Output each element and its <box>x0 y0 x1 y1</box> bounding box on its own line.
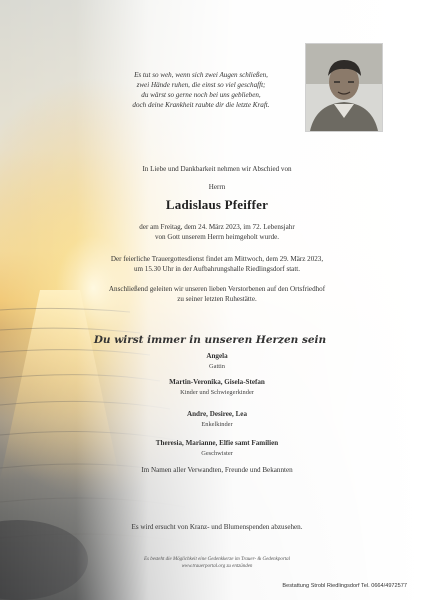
family-group-children <box>82 378 352 397</box>
death-notice <box>82 223 352 242</box>
family-role: Gattin <box>209 362 225 370</box>
family-names: Theresia, Marianne, Elfie samt Familien <box>155 439 279 447</box>
memorial-poem <box>92 70 310 110</box>
service-line: um 15.30 Uhr in der Aufbahrungshalle Riedlingsdorf statt. <box>133 264 301 273</box>
portal-note-line: Es besteht die Möglichkeit eine Gedenkkerze im Trauer- & Gedenkportal <box>143 557 291 562</box>
funeral-home-contact: Bestattung Strobl Riedlingsdorf Tel. 0664/4972577 <box>282 583 407 589</box>
poem-line: Es tut so weh, wenn sich zwei Augen schließen, <box>134 71 268 79</box>
poem-line: zwei Hände ruhen, die einst so viel geschafft; <box>136 81 266 89</box>
deceased-name: Ladislaus Pfeiffer <box>165 197 269 212</box>
service-line: Der feierliche Trauergottesdienst findet am Mittwoch, dem 29. März 2023, <box>110 255 324 263</box>
family-role: Geschwister <box>201 449 233 457</box>
relatives-line: Im Namen aller Verwandten, Freunde und Bekannten <box>141 466 293 474</box>
family-names: Andre, Desiree, Lea <box>186 410 248 418</box>
script-dedication: Du wirst immer in unseren Herzen sein <box>93 334 327 346</box>
family-role: Kinder und Schwiegerkinder <box>180 388 254 396</box>
family-group-siblings <box>82 439 352 458</box>
honorific: Herrn <box>208 183 226 191</box>
burial-notice <box>82 285 352 304</box>
poem-line: doch deine Krankheit raubte dir die letzte Kraft. <box>132 101 270 109</box>
service-notice <box>82 255 352 274</box>
burial-line: Anschließend geleiten wir unseren lieben Verstorbenen auf den Ortsfriedhof <box>108 285 326 293</box>
donation-note: Es wird ersucht von Kranz- und Blumenspenden abzusehen. <box>131 523 303 531</box>
portrait-photo <box>305 43 383 132</box>
family-role: Enkelkinder <box>201 420 233 428</box>
burial-line: zu seiner letzten Ruhestätte. <box>177 294 257 303</box>
intro-text: In Liebe und Dankbarkeit nehmen wir Abschied von <box>142 165 292 173</box>
family-names: Angela <box>206 352 228 360</box>
family-group-grandchildren <box>82 410 352 429</box>
death-line: von Gott unserem Herrn heimgeholt wurde. <box>154 232 280 241</box>
poem-line: du wärst so gerne noch bei uns geblieben, <box>141 91 261 99</box>
family-names: Martin-Veronika, Gisela-Stefan <box>169 378 265 386</box>
death-line: der am Freitag, dem 24. März 2023, im 72. Lebensjahr <box>139 223 295 231</box>
family-group-spouse <box>82 352 352 371</box>
portal-note-line: www.trauerportal.org zu entzünden <box>181 563 253 569</box>
memorial-portal-note <box>82 557 352 570</box>
